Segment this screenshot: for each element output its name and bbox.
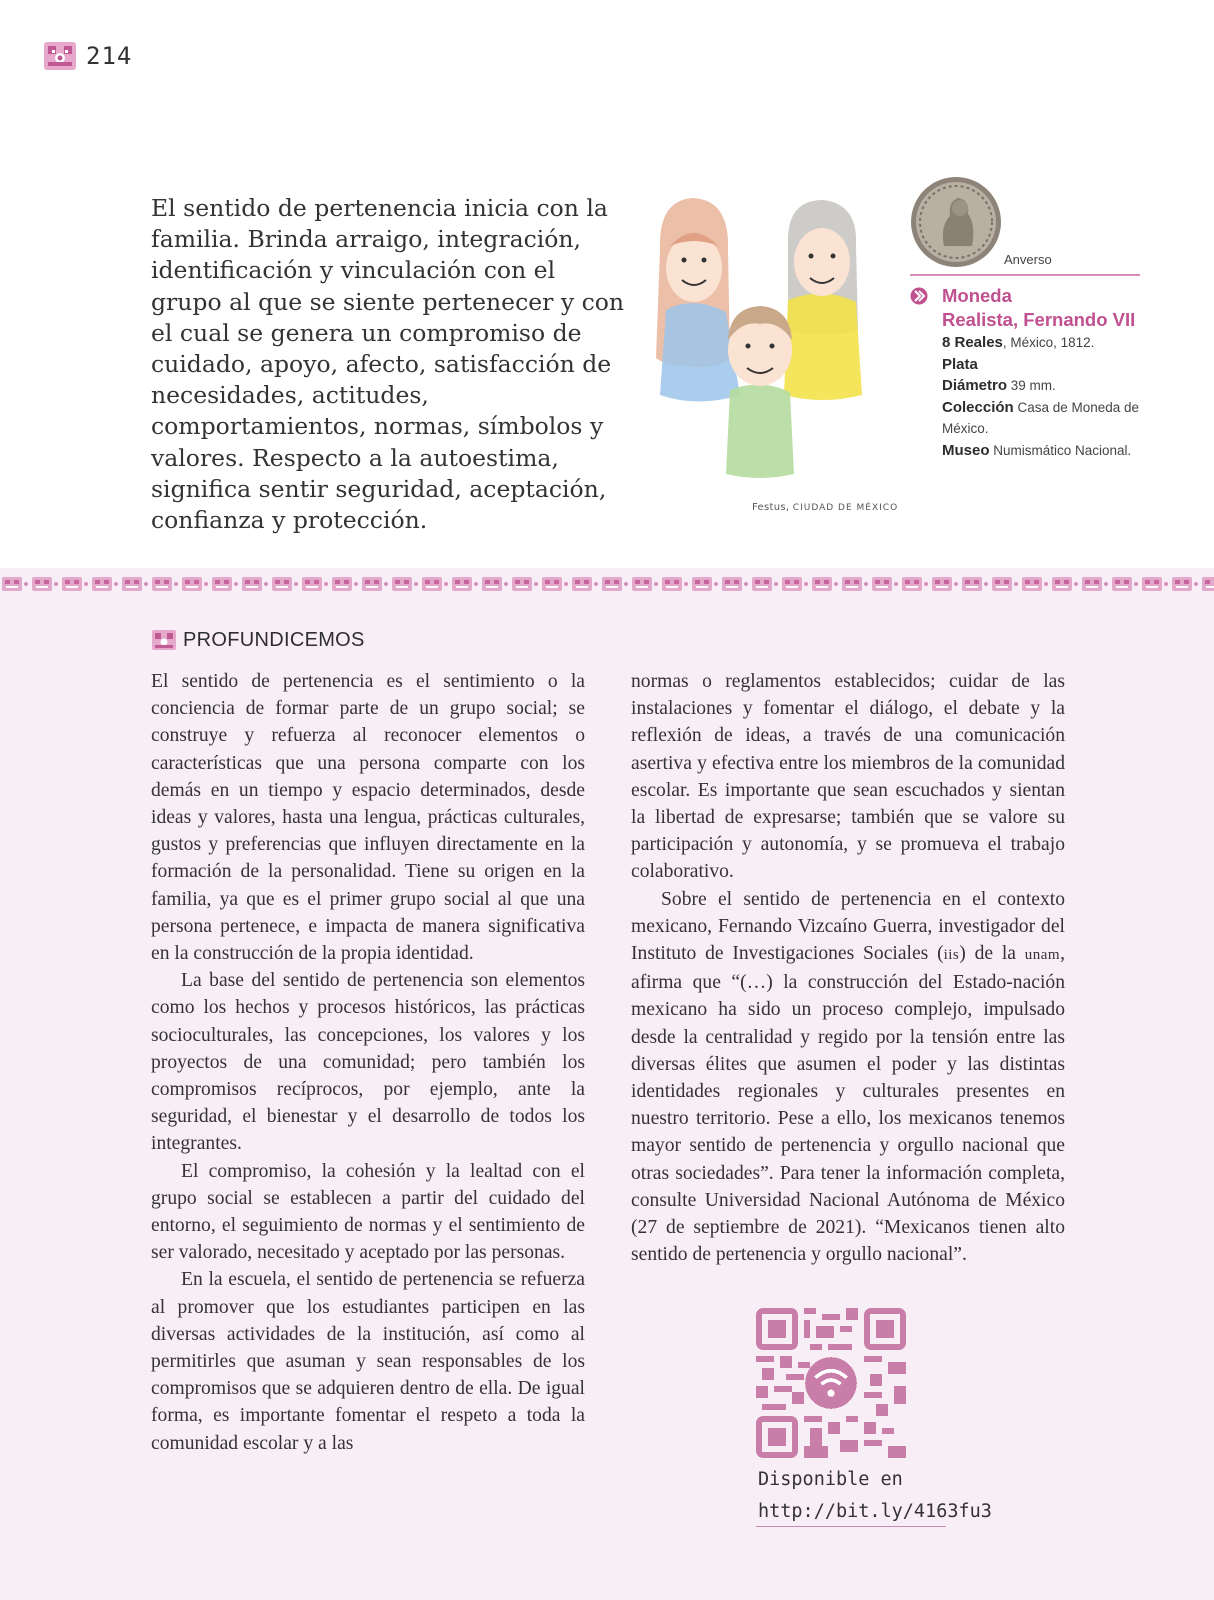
drawing-credit bbox=[752, 502, 898, 513]
acronym-unam: unam bbox=[1024, 947, 1061, 964]
coin-title-line1: Moneda bbox=[942, 285, 1012, 306]
ornamental-border bbox=[0, 572, 1214, 596]
coin-denomination-value: , México, 1812. bbox=[1002, 335, 1095, 350]
page-header bbox=[42, 38, 132, 74]
paragraph: El sentido de pertenencia es el sentimiento o la conciencia de formar parte de un grupo social; se construye y refuerza al reconocer elementos o características que una persona comparte con los demás en un tiempo y espacio determinados, desde ideas y valores, hasta una lengua, prácticas culturales, gustos y preferencias que influyen directamente en la formación de la personalidad. Tiene su origen en la familia, ya que es el primer grupo social al que una persona pertenece, e impacta de manera significativa en la construcción de la propia identidad. bbox=[151, 671, 585, 965]
drawing-credit-author: Festus, bbox=[752, 502, 793, 513]
coin-title-row bbox=[910, 284, 1150, 332]
coin-divider bbox=[910, 274, 1140, 276]
right-column bbox=[631, 668, 1065, 1268]
chevron-right-icon bbox=[910, 287, 928, 305]
coin-denomination-label: 8 Reales bbox=[942, 334, 1003, 351]
coin-metal-label: Plata bbox=[942, 355, 978, 373]
coin-diameter bbox=[942, 375, 1150, 397]
paragraph: En la escuela, el sentido de pertenencia se refuerza al promover que los estudiantes participen en las diversas actividades de la institución, así como al permitirles que asuman y sean responsables de los compromisos que se adquieren dentro de ella. De igual forma, es importante fomentar el respeto a toda la comunidad escolar y a las bbox=[151, 1269, 585, 1454]
family-drawing bbox=[648, 190, 878, 490]
drawing-credit-place: CIUDAD DE MÉXICO bbox=[792, 503, 899, 513]
paragraph: normas o reglamentos establecidos; cuidar de las instalaciones y fomentar el diálogo, el debate y la reflexión de ideas, a través de una comunicación asertiva y efectiva entre los miembros de la comunidad escolar. Es importante que sean escuchados y sientan la libertad de expresarse; también que se valore su participación y autonomía, y se promueva el trabajo colaborativo. bbox=[631, 671, 1065, 883]
text-run: Sobre el sentido de pertenencia en el contexto mexicano, Fernando Vizcaíno Guerra, investigador del Instituto de Investigaciones Sociales ( bbox=[631, 888, 1065, 965]
section-title: PROFUNDICEMOS bbox=[183, 628, 365, 651]
coin-image bbox=[910, 176, 1002, 268]
mesoamerican-glyph-icon bbox=[151, 628, 177, 652]
coin-collection bbox=[942, 397, 1150, 440]
coin-museum bbox=[942, 440, 1150, 462]
paragraph: La base del sentido de pertenencia son elementos como los hechos y procesos históricos, las prácticas socioculturales, las concepciones, los valores y los proyectos de una comunidad; pero también los compromisos recíprocos, por ejemplo, ante la seguridad, el bienestar y el desarrollo de todos los integrantes. bbox=[151, 970, 585, 1155]
qr-code-icon[interactable] bbox=[756, 1308, 906, 1458]
intro-paragraph: El sentido de pertenencia inicia con la familia. Brinda arraigo, integración, identificación y vinculación con el grupo al que se siente pertenecer y con el cual se genera un compromiso de cuidado, apoyo, afecto, satisfacción de necesidades, actitudes, comportamientos, normas, símbolos y valores. Respecto a la autoestima, significa sentir seguridad, aceptación, confianza y protección. bbox=[151, 194, 625, 535]
coin-denomination bbox=[942, 332, 1150, 354]
coin-diameter-value: 39 mm. bbox=[1007, 378, 1056, 393]
coin-info-card bbox=[910, 284, 1150, 461]
coin-side-label: Anverso bbox=[1004, 252, 1052, 267]
qr-caption bbox=[758, 1464, 992, 1528]
coin-diameter-label: Diámetro bbox=[942, 377, 1008, 394]
qr-caption-link[interactable]: http://bit.ly/4163fu3 bbox=[758, 1501, 992, 1522]
coin-title-line2: Realista, Fernando VII bbox=[942, 309, 1136, 330]
qr-caption-label: Disponible en bbox=[758, 1469, 903, 1490]
text-run: ) de la bbox=[959, 943, 1025, 965]
coin-collection-label: Colección bbox=[942, 398, 1014, 416]
paragraph-quote bbox=[631, 886, 1065, 1269]
acronym-iis: iis bbox=[943, 947, 960, 964]
coin-metal bbox=[942, 354, 1150, 376]
paragraph: El compromiso, la cohesión y la lealtad con el grupo social se establecen a partir del cuidado del entorno, el seguimiento de normas y el sentimiento de ser valorado, necesitado y aceptado por las personas. bbox=[151, 1160, 585, 1264]
left-column bbox=[151, 668, 585, 1457]
coin-details bbox=[942, 332, 1150, 461]
text-run: , afirma que “(…) la construcción del Estado-nación mexicano ha sido un proceso complejo, impulsado desde la centralidad y regido por la tensión entre las diversas élites que asumen el poder y las distintas identidades regionales y culturales presentes en nuestro territorio. Pese a ello, los mexicanos tenemos mayor sentido de pertenencia y orgullo nacional que otras sociedades”. Para tener la información completa, consulte Universidad Nacional Autónoma de México (27 de septiembre de 2021). “Mexicanos tienen alto sentido de pertenencia y orgullo nacional”. bbox=[631, 943, 1065, 1266]
coin-museum-value: Numismático Nacional. bbox=[989, 442, 1132, 458]
page-number: 214 bbox=[86, 42, 133, 70]
coin-title bbox=[942, 284, 1135, 332]
coin-museum-label: Museo bbox=[942, 441, 990, 459]
coin-collection-value: Casa de Moneda de México. bbox=[942, 399, 1140, 436]
section-header bbox=[151, 628, 365, 652]
mesoamerican-glyph-icon bbox=[42, 38, 78, 74]
qr-divider bbox=[756, 1526, 946, 1527]
